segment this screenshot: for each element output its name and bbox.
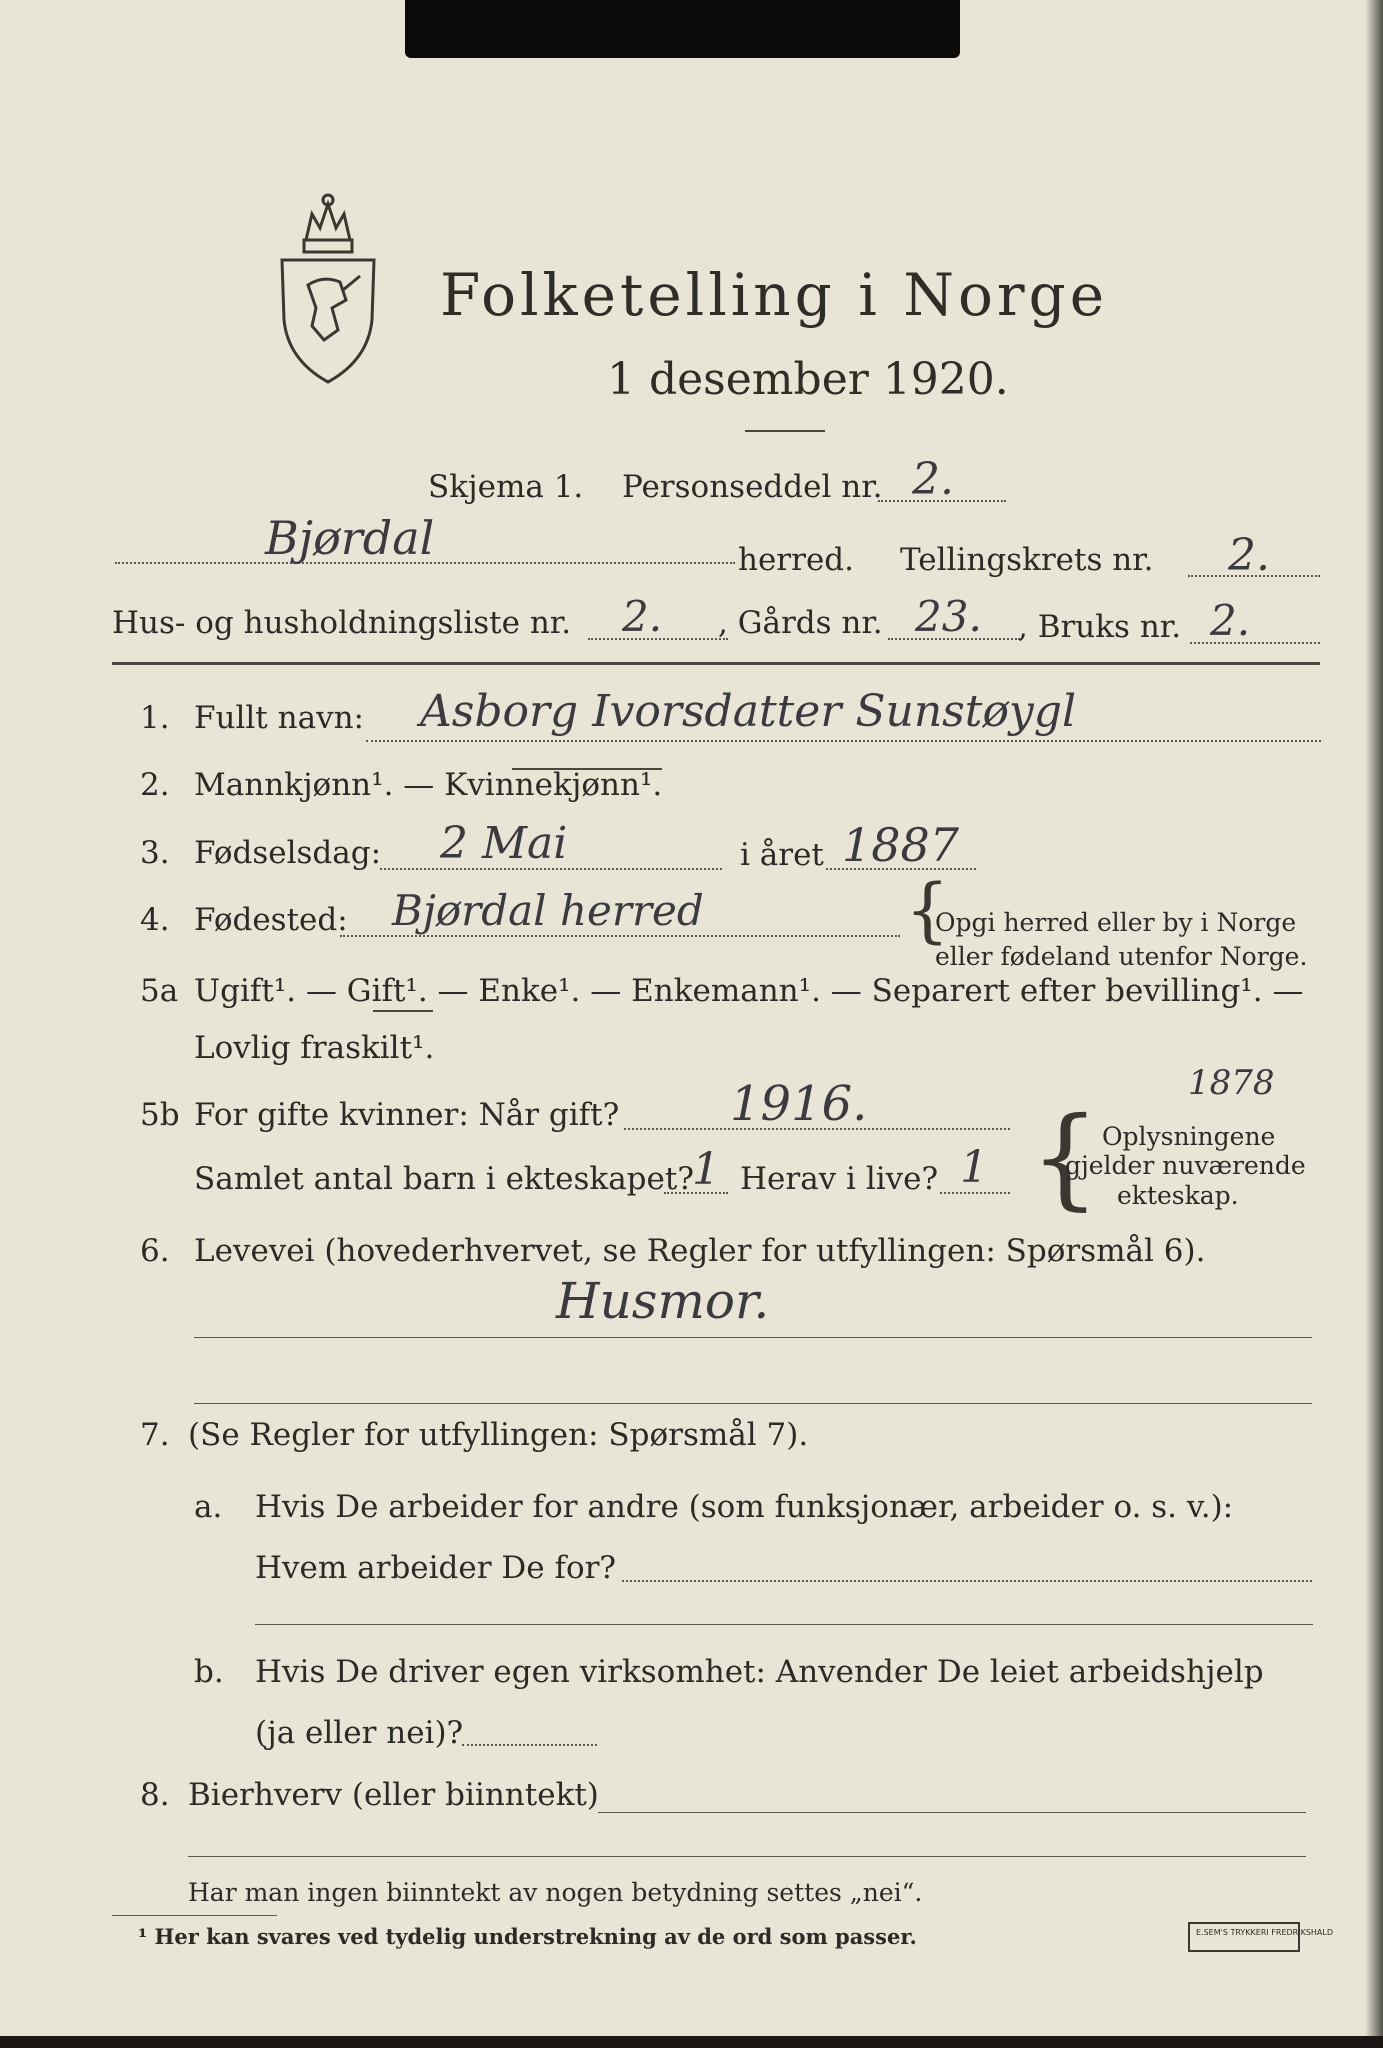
page-title: Folketelling i Norge: [440, 261, 1109, 329]
q5b-note-line1: Oplysningene: [1102, 1122, 1276, 1151]
q4-birthplace-value: Bjørdal herred: [392, 886, 704, 935]
q3-label: Fødselsdag:: [194, 835, 382, 871]
q7a-line2: Hvem arbeider De for?: [255, 1550, 617, 1586]
herred-label: herred.: [738, 542, 854, 578]
title-divider: [745, 430, 825, 432]
q5b-children-label: Samlet antal barn i ekteskapet?: [194, 1161, 694, 1197]
q7a-line-extra: [255, 1624, 1313, 1625]
q4-note-line1: Opgi herred eller by i Norge: [935, 908, 1297, 937]
q5b-number: 5b: [140, 1097, 180, 1133]
q6-label: Levevei (hovederhvervet, se Regler for utfyllingen: Spørsmål 6).: [194, 1233, 1206, 1269]
q3-number: 3.: [140, 835, 170, 871]
q5b-brace: {: [1030, 1093, 1100, 1221]
q7b-line1: Hvis De driver egen virksomhet: Anvender De leiet arbeidshjelp: [255, 1654, 1264, 1690]
q2-kvinnekjonn-underline: [512, 768, 662, 770]
q7b-letter: b.: [194, 1654, 224, 1690]
q6-line2: [194, 1403, 1312, 1404]
q3-year-label: i året: [740, 837, 824, 873]
q5a-line2: Lovlig fraskilt¹.: [194, 1030, 435, 1066]
q5a-line1: Ugift¹. — Gift¹. — Enke¹. — Enkemann¹. — Separert efter bevilling¹. —: [194, 973, 1304, 1009]
q7-label: (Se Regler for utfyllingen: Spørsmål 7).: [188, 1417, 809, 1453]
q7a-line: [622, 1580, 1312, 1582]
gards-label: , Gårds nr.: [718, 605, 883, 641]
q4-brace: {: [905, 869, 950, 951]
q5b-note-line3: ekteskap.: [1117, 1181, 1239, 1210]
husholdningsliste-label: Hus- og husholdningsliste nr.: [112, 605, 572, 641]
personseddel-label: Personseddel nr.: [622, 469, 883, 505]
q2-number: 2.: [140, 767, 170, 803]
q5b-married-label: For gifte kvinner: Når gift?: [194, 1097, 620, 1133]
q7-number: 7.: [140, 1417, 170, 1453]
q6-line1: [194, 1337, 1312, 1338]
printer-stamp: [1188, 1922, 1334, 1952]
page-edge-shadow: [1365, 0, 1383, 2048]
bruks-label: , Bruks nr.: [1018, 609, 1182, 645]
q4-number: 4.: [140, 902, 170, 938]
herred-value: Bjørdal: [265, 511, 435, 565]
census-date: 1 desember 1920.: [607, 354, 1009, 405]
header-rule: [112, 662, 1320, 665]
q5b-note-line2: gjelder nuværende: [1065, 1151, 1306, 1180]
q5b-children-value: 1: [692, 1144, 720, 1195]
q4-line: [340, 935, 900, 937]
q3-year-value: 1887: [842, 818, 960, 872]
q8-line2: [188, 1856, 1306, 1857]
q8-line1: [598, 1812, 1306, 1813]
footnote: ¹ Her kan svares ved tydelig understrekning av de ord som passer.: [138, 1924, 917, 1949]
q5b-margin-note: 1878: [1188, 1063, 1275, 1103]
footnote-rule: [112, 1915, 277, 1916]
q1-full-name-value: Asborg Ivorsdatter Sunstøygl: [420, 686, 1077, 737]
q5a-number: 5a: [140, 973, 179, 1009]
tellingskrets-label: Tellingskrets nr.: [900, 542, 1154, 578]
page-bottom-edge: [0, 2036, 1383, 2048]
q8-number: 8.: [140, 1777, 170, 1813]
q1-label: Fullt navn:: [194, 700, 364, 736]
q3-day-value: 2 Mai: [440, 818, 568, 869]
dark-tab-top: [405, 0, 960, 58]
q8-label: Bierhverv (eller biinntekt): [188, 1777, 599, 1813]
q7a-line1: Hvis De arbeider for andre (som funksjonær, arbeider o. s. v.):: [255, 1489, 1234, 1525]
q2-label: Mannkjønn¹. — Kvinnekjønn¹.: [194, 767, 663, 803]
footer-note: Har man ingen biinntekt av nogen betydning settes „nei“.: [188, 1878, 923, 1907]
tellingskrets-value: 2.: [1228, 530, 1270, 581]
q1-line: [366, 740, 1321, 742]
q5b-married-value: 1916.: [730, 1076, 868, 1132]
husholdningsliste-value: 2.: [622, 592, 663, 641]
gards-value: 23.: [915, 592, 982, 641]
q6-number: 6.: [140, 1233, 170, 1269]
q5b-alive-value: 1: [960, 1142, 988, 1193]
skjema-label: Skjema 1.: [428, 469, 584, 505]
bruks-value: 2.: [1210, 596, 1251, 645]
q5b-alive-label: Herav i live?: [740, 1161, 939, 1197]
q7b-line: [462, 1744, 597, 1746]
q1-number: 1.: [140, 700, 170, 736]
q5a-gift-underline: [373, 1010, 433, 1012]
q7b-line2: (ja eller nei)?: [255, 1715, 464, 1751]
norway-coat-of-arms-icon: [268, 190, 388, 390]
personseddel-value: 2.: [912, 454, 954, 505]
q6-occupation-value: Husmor.: [556, 1272, 770, 1330]
q4-label: Fødested:: [194, 902, 348, 938]
q4-note-line2: eller fødeland utenfor Norge.: [935, 942, 1308, 971]
q7a-letter: a.: [194, 1489, 223, 1525]
printer-stamp-text: E.SEM'S TRYKKERI FREDRIKSHALD: [1196, 1928, 1334, 1937]
